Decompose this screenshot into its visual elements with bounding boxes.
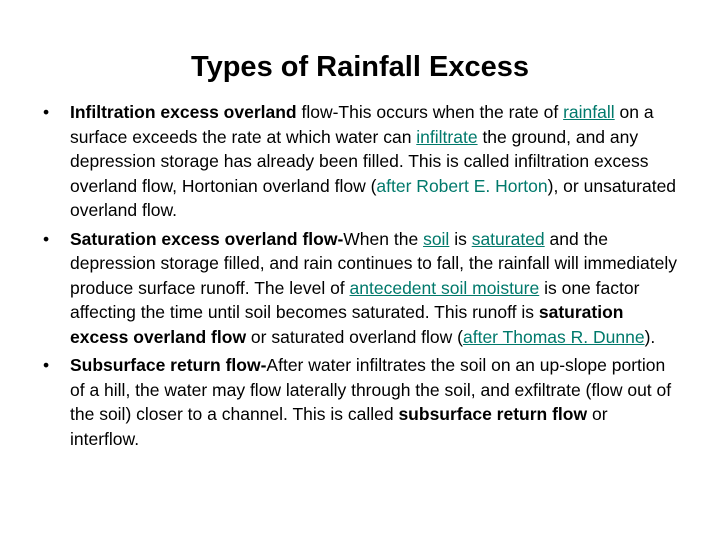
text-run: or saturated overland flow ( [246,326,463,347]
text-run: When the [343,228,424,249]
bullet-lead-term: Subsurface return flow- [70,355,267,375]
bold-term-saturation-excess: saturation excess overland flow [70,302,624,347]
text-run: is [449,228,472,249]
text-run: the ground, and any depression storage has already been filled. This is called infiltration excess overland flow, Hortonian overland flow ( [70,126,649,196]
link-rainfall[interactable]: rainfall [563,102,615,122]
link-soil[interactable]: soil [423,228,450,249]
slide-title: Types of Rainfall Excess [191,51,529,84]
text-run: ), or unsaturated overland flow. [70,175,677,220]
bullet-item-saturation-excess [43,227,678,350]
bold-term-subsurface-return: subsurface return flow [398,404,588,424]
bullet-list [43,100,678,455]
bullet-dot-icon: • [43,102,50,122]
bullet-text [70,229,677,347]
link-saturated[interactable]: saturated [471,228,545,249]
text-run: ). [644,326,656,347]
bullet-lead-term: Saturation excess overland flow- [70,228,344,249]
link-after-robert-e-horton[interactable]: after Robert E. Horton [376,175,548,196]
bullet-dot-icon: • [43,355,50,375]
text-run: on a surface exceeds the rate at which water can [70,102,654,147]
bullet-lead-term: Infiltration excess overland [70,102,297,122]
text-run: flow-This occurs when the rate of [296,102,564,122]
text-run: and the depression storage filled, and rain continues to fall, the rainfall will immediately produce surface runoff. The level of [70,228,677,298]
bullet-item-subsurface-return [43,353,678,451]
link-after-thomas-r-dunne[interactable]: after Thomas R. Dunne [462,326,645,347]
bullet-item-infiltration-excess [43,100,678,223]
bullet-text [70,102,676,220]
link-infiltrate[interactable]: infiltrate [416,126,478,147]
link-antecedent-soil-moisture[interactable]: antecedent soil moisture [349,277,540,298]
bullet-text [70,355,671,449]
text-run: is one factor affecting the time until soil becomes saturated. This runoff is [70,277,640,322]
text-run: or interflow. [70,404,608,449]
bullet-dot-icon: • [43,228,50,249]
text-run: After water infiltrates the soil on an up-slope portion of a hill, the water may flow laterally through the soil, and exfiltrate (flow out of the soil) closer to a channel. This is called [70,355,672,424]
